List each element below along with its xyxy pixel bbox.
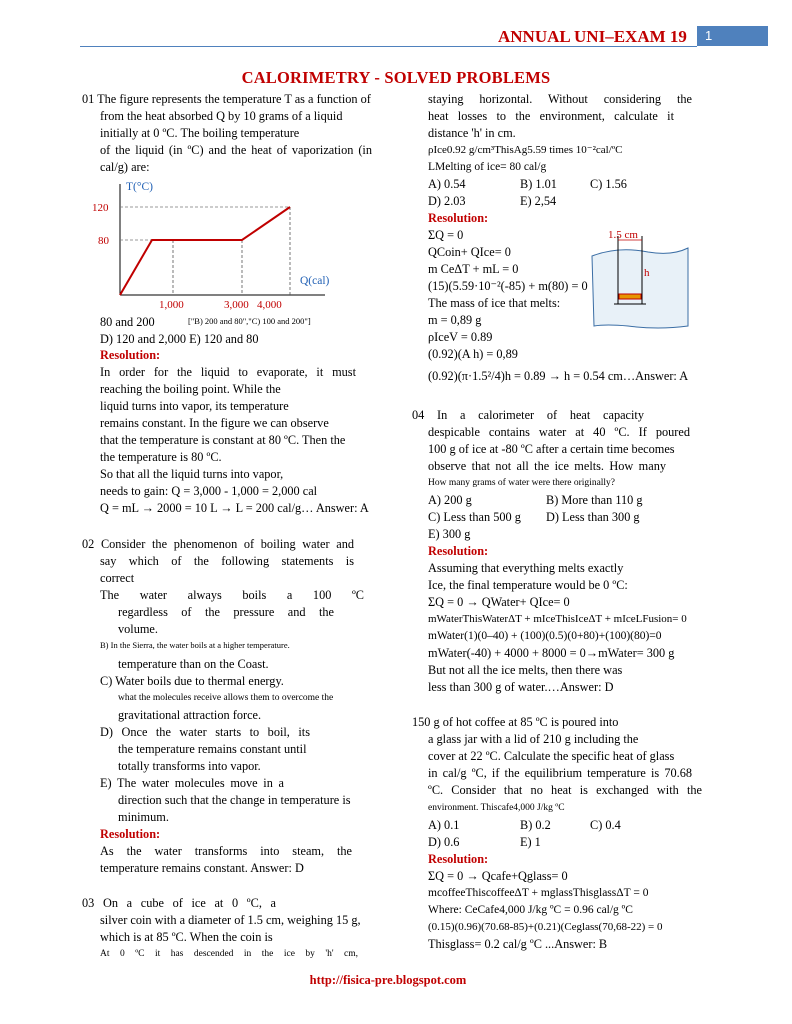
q1-resolution-line: So that all the liquid turns into vapor, [100,467,284,481]
q1-options-de: D) 120 and 2,000 E) 120 and 80 [100,332,259,346]
q4-option-c: C) Less than 500 g [428,510,521,524]
q5-resolution-line: (0.15)(0.96)(70.68-85)+(0.21)(Ceglass(70,68-22) = 0 [428,921,663,933]
q2-option-d: the temperature remains constant until [118,742,307,756]
q1-line: 01 The figure represents the temperature T as a function of [82,92,371,106]
q1-resolution-line: the temperature is 80 ºC. [100,450,222,464]
q3-option-e: E) 2,54 [520,194,557,208]
q4-resolution-line: Assuming that everything melts exactly [428,561,624,575]
q3-ice-coin-figure [588,226,692,338]
q3-figure-h-label: h [644,267,650,279]
q2-option-d: D) Once the water starts to boil, its [100,725,310,739]
q4-resolution-label: Resolution: [428,544,489,558]
q5-option-c: C) 0.4 [590,818,621,832]
q3-resolution-line: ΣQ = 0 [428,228,464,242]
q3-figure-diameter-label: 1.5 cm [608,229,638,241]
q3-resolution-line: QCoin+ QIce= 0 [428,245,511,259]
q4-option-e: E) 300 g [428,527,471,541]
q4-resolution-line: But not all the ice melts, then there was [428,663,623,677]
q4-resolution-line: ΣQ = 0 → QWater+ QIce= 0 [428,595,570,609]
q2-option-b: B) In the Sierra, the water boils at a higher temperature. [100,640,290,650]
q5-option-e: E) 1 [520,835,541,849]
q5-line: 150 g of hot coffee at 85 ºC is poured into [412,715,619,729]
q2-option-a: regardless of the pressure and the [118,605,334,619]
q1-line: initially at 0 ºC. The boiling temperature [100,126,300,140]
q1-graph-x-tick: 4,000 [257,299,282,311]
q3-line: silver coin with a diameter of 1.5 cm, weighing 15 g, [100,913,361,927]
q3-option-c: C) 1.56 [590,177,627,191]
q5-line: ºC. Consider that no heat is exchanged with the [428,783,702,797]
q5-resolution-line: ΣQ = 0 → Qcafe+Qglass= 0 [428,869,568,883]
q1-resolution-line: Q = mL → 2000 = 10 L → L = 200 cal/g… Answer: A [100,501,369,515]
q3-resolution-line: (15)(5.59·10⁻²(-85) + m(80) = 0 [428,279,588,293]
q4-resolution-line: Ice, the final temperature would be 0 ºC: [428,578,628,592]
q1-resolution-line: that the temperature is constant at 80 ºC. Then the [100,433,346,447]
q1-option-a: 80 and 200 [100,315,155,329]
q5-option-a: A) 0.1 [428,818,460,832]
q1-resolution-line: needs to gain: Q = 3,000 - 1,000 = 2,000 cal [100,484,318,498]
footer-url[interactable]: http://fisica-pre.blogspot.com [309,973,467,987]
q1-graph-y-label: T(°C) [126,181,153,193]
q2-resolution-label: Resolution: [100,827,161,841]
q5-resolution-label: Resolution: [428,852,489,866]
q1-options-bc: ["B) 200 and 80","C) 100 and 200"] [188,316,311,326]
header-exam-title: ANNUAL UNI–EXAM 19 [498,27,687,46]
q3-option-a: A) 0.54 [428,177,466,191]
q2-line: correct [100,571,135,585]
q4-line: 100 g of ice at -80 ºC after a certain time becomes [428,442,675,456]
q1-line: from the heat absorbed Q by 10 grams of a liquid [100,109,343,123]
q2-option-b: temperature than on the Coast. [118,657,269,671]
q3-coin [619,294,641,299]
q1-resolution-line: liquid turns into vapor, its temperature [100,399,289,413]
q1-resolution-line: reaching the boiling point. While the [100,382,281,396]
q5-line: environment. Thiscafe4,000 J/kg ºC [428,803,565,813]
q1-line: of the liquid (in ºC) and the heat of vaporization (in [100,143,372,157]
q1-resolution-line: remains constant. In the figure we can observe [100,416,329,430]
q5-resolution-line: mcoffeeThiscoffeeΔT + mglassThisglassΔT = 0 [428,887,649,899]
document-title: CALORIMETRY - SOLVED PROBLEMS [241,68,551,87]
q2-option-c: gravitational attraction force. [118,708,262,722]
q4-resolution-line: mWater(1)(0–40) + (100)(0.5)(0+80)+(100)(80)=0 [428,630,662,642]
q4-line: 04 In a calorimeter of heat capacity [412,408,644,422]
q4-line: despicable contains water at 40 ºC. If poured [428,425,690,439]
q5-resolution-line: Where: CeCafe4,000 J/kg ºC = 0.96 cal/g ºC [428,904,633,916]
q2-option-d: totally transforms into vapor. [118,759,261,773]
q2-line: 02 Consider the phenomenon of boiling water and [82,537,354,551]
q3-line: heat losses to the environment, calculate it [428,109,674,123]
q1-temperature-graph [92,178,350,311]
q4-resolution-line: mWaterThisWaterΔT + mIceThisIceΔT + mIceLFusion= 0 [428,613,687,625]
q1-resolution-label: Resolution: [100,348,161,362]
q3-option-d: D) 2.03 [428,194,466,208]
page-number: 1 [697,26,768,46]
q3-resolution-line: (0.92)(π·1.5²/4)h = 0.89 → h = 0.54 cm…Answer: A [428,369,689,383]
q4-option-d: D) Less than 300 g [546,510,640,524]
q4-option-b: B) More than 110 g [546,493,643,507]
q1-graph-curve [120,207,290,295]
q1-graph-x-label: Q(cal) [300,275,330,287]
q3-resolution-line: m CeΔT + mL = 0 [428,262,519,276]
q1-graph-x-tick: 1,000 [159,299,184,311]
q2-option-c: C) Water boils due to thermal energy. [100,674,284,688]
q1-graph-y-tick: 80 [98,235,109,247]
q2-option-a: The water always boils a 100 ºC [100,588,364,602]
q1-resolution-line: In order for the liquid to evaporate, it must [100,365,356,379]
q3-line: 03 On a cube of ice at 0 ºC, a [82,896,276,910]
q3-resolution-line: m = 0,89 g [428,313,482,327]
q3-rho-line: ρIce0.92 g/cm³ThisAg5.59 times 10⁻²cal/ºC [428,144,623,156]
q5-option-b: B) 0.2 [520,818,551,832]
q1-graph-y-tick: 120 [92,202,109,214]
q3-line: At 0 ºC it has descended in the ice by 'h' cm, [100,949,358,959]
q2-resolution-line: temperature remains constant. Answer: D [100,861,304,875]
q4-line: How many grams of water were there originally? [428,478,616,488]
q2-resolution-line: As the water transforms into steam, the [100,844,352,858]
q3-line: staying horizontal. Without considering the [428,92,692,106]
q2-option-e: E) The water molecules move in a [100,776,284,790]
q5-resolution-line: Thisglass= 0.2 cal/g ºC ...Answer: B [428,937,608,951]
q3-resolution-line: ρIceV = 0.89 [428,330,493,344]
q3-option-b: B) 1.01 [520,177,557,191]
q3-latent-line: LMelting of ice= 80 cal/g [428,161,547,173]
q4-resolution-line: less than 300 g of water.…Answer: D [428,680,614,694]
q3-resolution-label: Resolution: [428,211,489,225]
q5-line: in cal/g ºC, if the equilibrium temperature is 70.68 [428,766,692,780]
q4-option-a: A) 200 g [428,493,472,507]
q4-line: observe that not all the ice melts. How many [428,459,666,473]
q1-graph-x-tick: 3,000 [224,299,249,311]
q1-line: cal/g) are: [100,160,150,174]
q5-line: a glass jar with a lid of 210 g including the [428,732,639,746]
header-rule [80,46,697,47]
q5-option-d: D) 0.6 [428,835,460,849]
q3-line: which is at 85 ºC. When the coin is [100,930,273,944]
q5-line: cover at 22 ºC. Calculate the specific heat of glass [428,749,675,763]
q2-option-a: volume. [118,622,158,636]
q2-option-e: minimum. [118,810,169,824]
q3-resolution-line: The mass of ice that melts: [428,296,561,310]
q2-option-e: direction such that the change in temperature is [118,793,351,807]
q3-line: distance 'h' in cm. [428,126,516,140]
q4-resolution-line: mWater(-40) + 4000 + 8000 = 0→mWater= 300 g [428,646,675,660]
q2-option-c: what the molecules receive allows them to overcome the [118,693,334,703]
q2-line: say which of the following statements is [100,554,354,568]
q3-resolution-line: (0.92)(A h) = 0,89 [428,347,518,361]
